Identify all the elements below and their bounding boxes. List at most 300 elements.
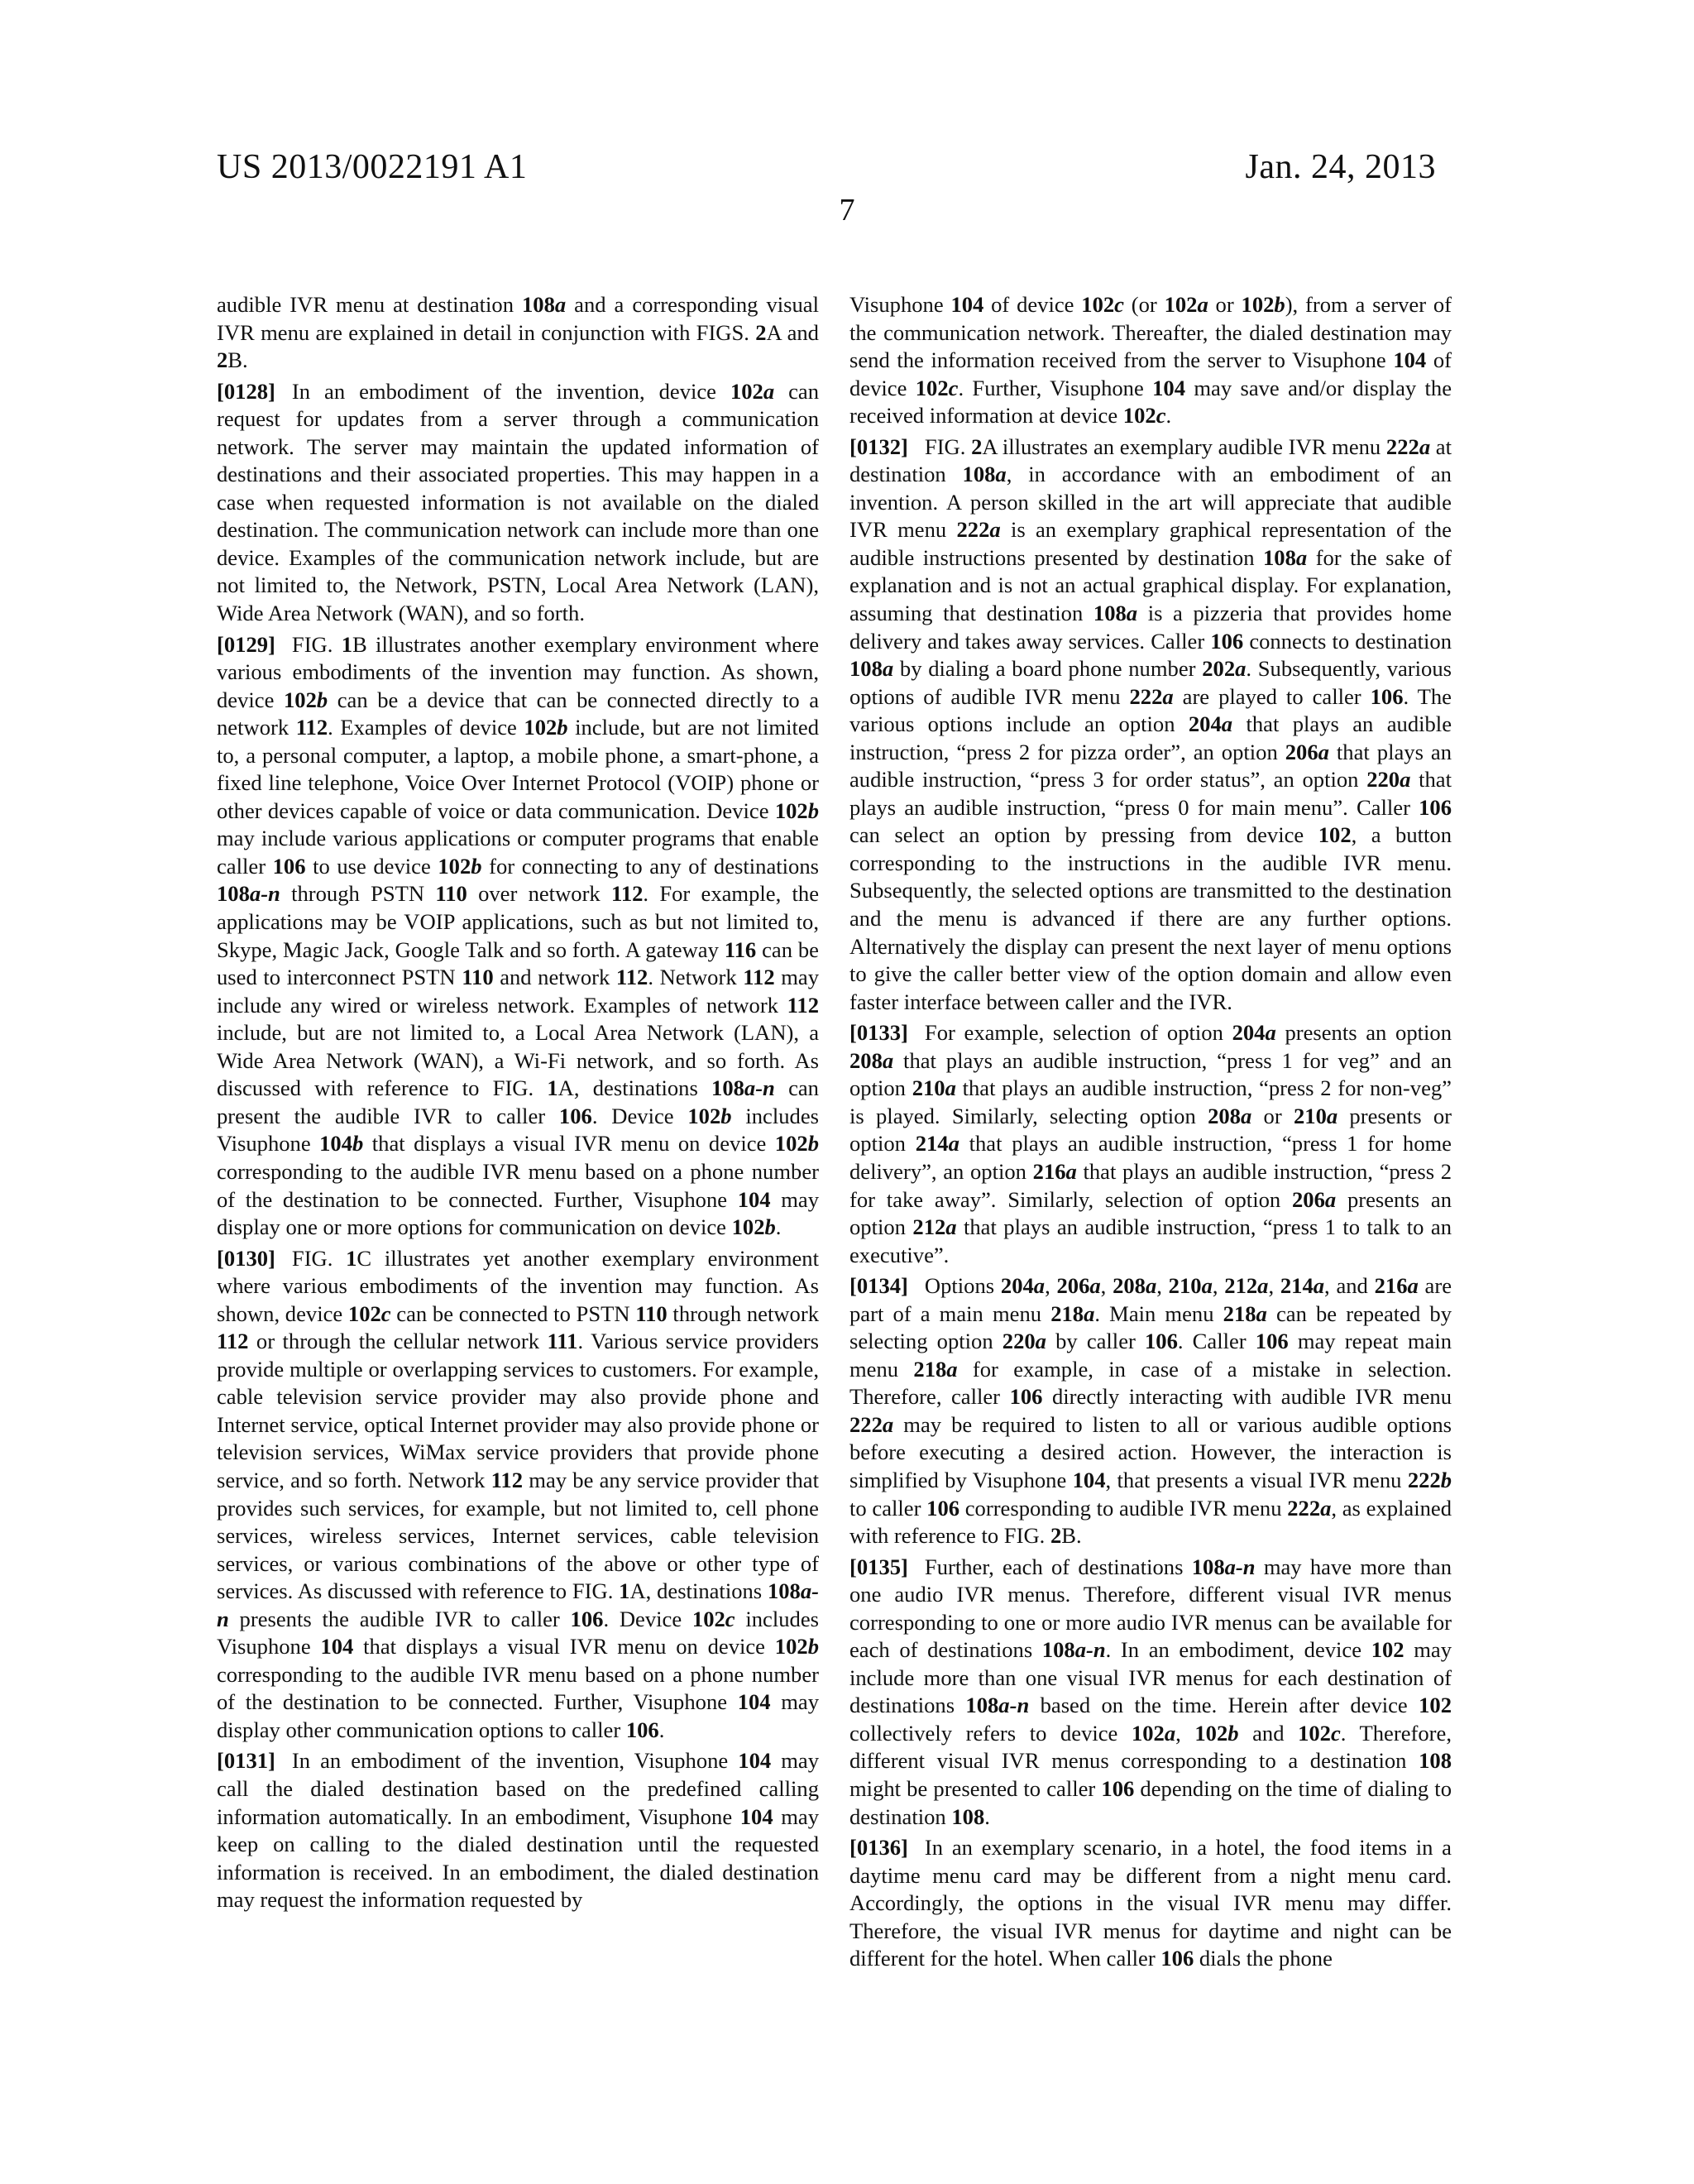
text-run: B.: [227, 347, 248, 373]
reference-numeral: 108: [1191, 1554, 1225, 1579]
reference-numeral: 102: [1131, 1720, 1165, 1746]
text-run: Visuphone: [849, 292, 951, 317]
text-run: , a button corresponding to the instructions in the audible IVR menu. Subsequently, the selected options are transmitted to the destination and the menu is advanced if there are any further options. Alternatively the display can present the next layer of menu options to give the caller better view of the option domain and allow even faster interface between caller and the IVR.: [849, 822, 1452, 1014]
paragraph: [849, 291, 1452, 430]
text-run: that displays a visual IVR menu on device: [353, 1634, 775, 1660]
text-run: , that presents a visual IVR menu: [1105, 1467, 1408, 1492]
reference-numeral: a: [1419, 433, 1431, 459]
reference-numeral: 102: [1419, 1693, 1452, 1718]
text-run: are played to caller: [1173, 683, 1371, 709]
text-run: include, but are not limited to, a Local Area Network (LAN), a Wide Area Network (WAN), a Wi-Fi network, and so forth. As discussed with reference to FIG.: [217, 1020, 819, 1101]
reference-numeral: 102: [774, 1131, 808, 1157]
text-run: and: [1238, 1720, 1299, 1746]
text-run: at destination: [849, 433, 1452, 487]
paragraph-number: [0131]: [217, 1748, 275, 1774]
text-run: that plays an audible instruction, “press 2 for pizza order”, an option: [849, 711, 1452, 764]
reference-numeral: a: [1313, 1273, 1325, 1299]
reference-numeral: 108: [1419, 1748, 1452, 1774]
patent-number: US 2013/0022191 A1: [217, 148, 528, 186]
text-run: . Various service providers provide multiple or overlapping services to customers. For example, cable television service provider may also provide phone and Internet service, optical Internet provider may also provide phone or television services, WiMax service providers that provide phone service, and so forth. Network: [217, 1329, 819, 1492]
reference-numeral: a: [554, 292, 567, 317]
text-run: . Further, Visuphone: [958, 375, 1153, 400]
reference-numeral: 108: [965, 1693, 999, 1718]
reference-numeral: 210: [1168, 1273, 1202, 1299]
reference-numeral: 208: [849, 1047, 883, 1073]
reference-numeral: 222: [1287, 1495, 1321, 1521]
text-run: or: [1251, 1103, 1294, 1128]
reference-numeral: b: [1274, 292, 1285, 317]
reference-numeral: 222: [849, 1411, 883, 1437]
paragraph-number: [0135]: [849, 1554, 908, 1579]
text-run: to use device: [305, 853, 438, 879]
paragraph: [849, 1272, 1452, 1549]
reference-numeral: a: [945, 1075, 956, 1101]
reference-numeral: 2: [1050, 1523, 1062, 1549]
text-run: and network: [493, 965, 616, 990]
reference-numeral: a: [1257, 1273, 1269, 1299]
reference-numeral: 102: [774, 1634, 808, 1660]
reference-numeral: 108: [711, 1075, 744, 1101]
paragraph: [849, 1834, 1452, 1973]
text-run: . In an embodiment, device: [1105, 1637, 1371, 1663]
reference-numeral: a-n: [744, 1075, 775, 1101]
reference-numeral: 102: [687, 1103, 721, 1128]
reference-numeral: 106: [1370, 683, 1404, 709]
reference-numeral: 112: [217, 1329, 249, 1354]
reference-numeral: 212: [912, 1214, 946, 1240]
reference-numeral: a: [989, 517, 1001, 543]
reference-numeral: 104: [1072, 1467, 1106, 1492]
text-run: corresponding to the audible IVR menu based on a phone number of the destination to be connected. Further, Visuphone: [217, 1661, 819, 1715]
reference-numeral: 218: [913, 1356, 947, 1382]
reference-numeral: 102: [1371, 1637, 1404, 1663]
reference-numeral: c: [725, 1606, 735, 1631]
text-run: .: [984, 1803, 990, 1829]
text-run: In an embodiment of the invention, device: [291, 378, 730, 404]
reference-numeral: 102: [731, 1214, 765, 1240]
text-run: that plays an audible instruction, “press 1 for home delivery”, an option: [849, 1131, 1452, 1184]
reference-numeral: 214: [1280, 1273, 1314, 1299]
reference-numeral: 208: [1113, 1273, 1146, 1299]
reference-numeral: 102: [1194, 1720, 1228, 1746]
reference-numeral: a-n: [217, 1578, 819, 1631]
text-run: In an exemplary scenario, in a hotel, the food items in a daytime menu card may be different from a night menu card. Accordingly, the options in the visual IVR menu may differ. Therefore, the visual IVR menus for daytime and night can be different for the hotel. When caller: [849, 1835, 1452, 1971]
reference-numeral: 110: [462, 965, 494, 990]
reference-numeral: 104: [950, 292, 984, 317]
text-run: (or: [1123, 292, 1165, 317]
text-run: includes Visuphone: [217, 1103, 819, 1157]
text-run: A and: [766, 319, 819, 345]
reference-numeral: 112: [610, 881, 644, 907]
reference-numeral: 104: [739, 1803, 773, 1829]
reference-numeral: a: [1084, 1300, 1095, 1326]
text-run: FIG.: [924, 433, 972, 459]
text-run: presents an option: [1275, 1020, 1452, 1046]
reference-numeral: a: [1407, 1273, 1419, 1299]
text-run: Further, each of destinations: [924, 1554, 1192, 1579]
reference-numeral: 102: [524, 715, 557, 740]
reference-numeral: 106: [1101, 1775, 1135, 1801]
text-run: ,: [1268, 1273, 1280, 1299]
reference-numeral: 216: [1374, 1273, 1408, 1299]
text-run: may repeat main menu: [849, 1329, 1452, 1382]
text-run: audible IVR menu at destination: [217, 292, 522, 317]
paragraph: [217, 1245, 819, 1745]
reference-numeral: a: [1240, 1103, 1252, 1128]
reference-numeral: b: [807, 1634, 819, 1660]
reference-numeral: b: [557, 715, 568, 740]
text-run: presents the audible IVR to caller: [228, 1606, 571, 1631]
reference-numeral: 220: [1002, 1329, 1036, 1354]
paragraph: [217, 1747, 819, 1913]
text-run: .: [658, 1717, 665, 1742]
reference-numeral: 110: [635, 1300, 668, 1326]
reference-numeral: 106: [1210, 628, 1244, 654]
reference-numeral: a: [1265, 1020, 1276, 1046]
paragraph: [849, 1019, 1452, 1269]
text-run: or through the cellular network: [248, 1329, 548, 1354]
reference-numeral: 112: [490, 1467, 524, 1492]
text-run: A, destinations: [557, 1075, 712, 1101]
reference-numeral: 108: [217, 881, 250, 907]
text-run: presents or option: [849, 1103, 1452, 1157]
reference-numeral: b: [807, 1131, 819, 1157]
reference-numeral: a: [1221, 711, 1233, 737]
paragraph-number: [0132]: [849, 433, 908, 459]
text-run: . Device: [591, 1103, 688, 1128]
reference-numeral: 104: [1393, 347, 1427, 373]
paragraph-number: [0134]: [849, 1273, 908, 1299]
paragraph-number: [0133]: [849, 1020, 908, 1046]
reference-numeral: a: [1256, 1300, 1267, 1326]
reference-numeral: a-n: [1224, 1554, 1256, 1579]
reference-numeral: 106: [558, 1103, 592, 1128]
reference-numeral: a: [1324, 1186, 1337, 1212]
text-run: by dialing a board phone number: [893, 656, 1203, 682]
text-run: ,: [1100, 1273, 1113, 1299]
text-run: by caller: [1046, 1329, 1145, 1354]
reference-numeral: 104: [320, 1634, 354, 1660]
text-run: , as explained with reference to FIG.: [849, 1495, 1452, 1549]
reference-numeral: 220: [1366, 767, 1400, 793]
text-run: . Network: [648, 965, 744, 990]
reference-numeral: a: [1145, 1273, 1157, 1299]
text-run: . For example, the applications may be VOIP applications, such as but not limited to, Skype, Magic Jack, Google Talk and so forth. A gateway: [217, 881, 819, 962]
text-run: presents an option: [849, 1186, 1452, 1240]
reference-numeral: a: [1126, 601, 1138, 626]
reference-numeral: c: [948, 375, 959, 400]
text-run: of device: [983, 292, 1082, 317]
reference-numeral: 108: [951, 1803, 985, 1829]
text-run: collectively refers to device: [849, 1720, 1132, 1746]
text-run: may keep on calling to the dialed destination until the requested information is received. In an embodiment, the dialed destination may request the information requested by: [217, 1803, 819, 1913]
reference-numeral: 2: [217, 347, 228, 373]
text-run: may have more than one audio IVR menus. Therefore, different visual IVR menus corresponding to one or more audio IVR menus can be available for each of destinations: [849, 1554, 1452, 1663]
text-run: B illustrates another exemplary environment where various embodiments of the invention may function. As shown, device: [217, 631, 820, 712]
reference-numeral: 108: [1262, 544, 1296, 570]
text-run: Options: [924, 1273, 1001, 1299]
reference-numeral: a: [1197, 292, 1208, 317]
reference-numeral: 222: [1385, 433, 1419, 459]
reference-numeral: a: [948, 1131, 959, 1157]
reference-numeral: 208: [1208, 1103, 1241, 1128]
text-run: that plays an audible instruction, “press 2 for non-veg” is played. Similarly, selecting option: [849, 1075, 1452, 1128]
paragraph: [849, 433, 1452, 1016]
reference-numeral: b: [471, 853, 482, 879]
text-run: may call the dialed destination based on the predefined calling information automatically. In an embodiment, Visuphone: [217, 1748, 819, 1829]
reference-numeral: 102: [1318, 822, 1352, 848]
reference-numeral: a: [1065, 1158, 1077, 1184]
reference-numeral: 222: [956, 517, 990, 543]
reference-numeral: a: [1235, 656, 1247, 682]
text-run: or: [1208, 292, 1242, 317]
text-run: ,: [1045, 1273, 1057, 1299]
reference-numeral: a: [882, 1047, 894, 1073]
text-run: that plays an audible instruction, “press 0 for main menu”. Caller: [849, 767, 1452, 820]
reference-numeral: 112: [615, 965, 648, 990]
text-run: based on the time. Herein after device: [1029, 1693, 1419, 1718]
reference-numeral: a: [1400, 767, 1411, 793]
reference-numeral: 108: [1041, 1637, 1075, 1663]
text-run: directly interacting with audible IVR menu: [1042, 1384, 1452, 1410]
reference-numeral: 102: [1298, 1720, 1331, 1746]
reference-numeral: a-n: [249, 881, 280, 907]
reference-numeral: b: [316, 687, 328, 712]
paragraph: [217, 291, 819, 375]
reference-numeral: 106: [570, 1606, 604, 1631]
reference-numeral: a: [1201, 1273, 1213, 1299]
reference-numeral: c: [1330, 1720, 1341, 1746]
reference-numeral: 204: [1000, 1273, 1034, 1299]
reference-numeral: 1: [346, 1245, 357, 1271]
reference-numeral: 102: [1081, 292, 1115, 317]
left-column: [217, 291, 819, 1918]
reference-numeral: a: [1089, 1273, 1101, 1299]
text-run: A, destinations: [629, 1578, 768, 1604]
reference-numeral: 108: [962, 462, 996, 487]
reference-numeral: 218: [1223, 1300, 1256, 1326]
text-run: through PSTN: [280, 881, 436, 907]
text-run: may display one or more options for communication on device: [217, 1186, 820, 1240]
paragraph-number: [0128]: [217, 378, 275, 404]
reference-numeral: a: [882, 1411, 894, 1437]
text-run: can select an option by pressing from device: [849, 822, 1318, 848]
reference-numeral: 206: [1056, 1273, 1090, 1299]
text-run: may include various applications or computer programs that enable caller: [217, 826, 819, 879]
text-run: C illustrates yet another exemplary environment where various embodiments of the invention may function. As shown, device: [217, 1245, 819, 1326]
text-run: might be presented to caller: [849, 1775, 1102, 1801]
reference-numeral: 202: [1202, 656, 1236, 682]
reference-numeral: 222: [1407, 1467, 1441, 1492]
reference-numeral: a: [1033, 1273, 1046, 1299]
text-run: .: [1165, 403, 1172, 429]
text-run: FIG.: [291, 631, 342, 657]
reference-numeral: 104: [319, 1131, 352, 1157]
text-run: . The various options include an option: [849, 683, 1452, 737]
text-run: For example, selection of option: [924, 1020, 1232, 1046]
reference-numeral: b: [764, 1214, 776, 1240]
text-run: include, but are not limited to, a personal computer, a laptop, a mobile phone, a smart-phone, a fixed line telephone, Voice Over Internet Protocol (VOIP) phone or other devices capable of voice or data communication. Device: [217, 715, 819, 823]
text-run: may include any wired or wireless network. Examples of network: [217, 965, 820, 1018]
reference-numeral: 104: [1152, 375, 1186, 400]
paragraph-number: [0136]: [849, 1835, 908, 1861]
reference-numeral: 108: [521, 292, 555, 317]
reference-numeral: a: [1035, 1329, 1046, 1354]
text-run: of device: [849, 347, 1452, 400]
text-run: FIG.: [291, 1245, 347, 1271]
reference-numeral: 110: [435, 881, 467, 907]
reference-numeral: 108: [849, 656, 883, 682]
reference-numeral: 102: [691, 1606, 725, 1631]
reference-numeral: 104: [738, 1748, 772, 1774]
reference-numeral: 102: [774, 797, 808, 823]
text-run: may be any service provider that provides such services, for example, but not limited to, cell phone services, wireless services, Internet services, cable television services, or various combinations of the above or other type of services. As discussed with reference to FIG.: [217, 1467, 819, 1604]
reference-numeral: 104: [737, 1689, 771, 1715]
text-run: , in accordance with an embodiment of an invention. A person skilled in the art will appreciate that audible IVR menu: [849, 462, 1452, 543]
reference-numeral: 212: [1224, 1273, 1258, 1299]
text-run: may display other communication options to caller: [217, 1689, 820, 1742]
reference-numeral: 106: [272, 853, 306, 879]
reference-numeral: a: [1295, 544, 1308, 570]
text-run: that plays an audible instruction, “press 3 for order status”, an option: [849, 739, 1452, 793]
reference-numeral: c: [380, 1300, 391, 1326]
reference-numeral: 102: [347, 1300, 381, 1326]
reference-numeral: b: [352, 1131, 364, 1157]
reference-numeral: 218: [1050, 1300, 1084, 1326]
reference-numeral: 106: [1419, 794, 1452, 820]
text-run: can be a device that can be connected directly to a network: [217, 687, 820, 740]
reference-numeral: a: [946, 1356, 958, 1382]
reference-numeral: a-n: [1074, 1637, 1106, 1663]
reference-numeral: 104: [737, 1186, 771, 1212]
text-run: may be required to listen to all or various audible options before executing a desired action. However, the interaction is simplified by Visuphone: [849, 1411, 1452, 1492]
page-number: 7: [839, 193, 855, 228]
reference-numeral: 102: [1241, 292, 1275, 317]
reference-numeral: 1: [341, 631, 353, 657]
reference-numeral: 206: [1285, 739, 1318, 764]
text-run: for connecting to any of destinations: [481, 853, 819, 879]
publication-date: Jan. 24, 2013: [1245, 148, 1436, 186]
reference-numeral: 204: [1232, 1020, 1266, 1046]
reference-numeral: a: [1318, 739, 1329, 764]
text-run: for the sake of explanation and is not an actual graphical display. For explanation, assuming that destination: [849, 544, 1452, 626]
reference-numeral: 106: [1255, 1329, 1289, 1354]
text-run: dials the phone: [1194, 1946, 1333, 1971]
reference-numeral: 112: [295, 715, 328, 740]
text-run: is a pizzeria that provides home delivery and takes away services. Caller: [849, 601, 1452, 654]
reference-numeral: 102: [1122, 403, 1156, 429]
reference-numeral: a: [1164, 1720, 1176, 1746]
reference-numeral: 106: [1145, 1329, 1178, 1354]
reference-numeral: 206: [1291, 1186, 1325, 1212]
text-run: can be repeated by selecting option: [849, 1300, 1452, 1354]
right-column: [849, 291, 1452, 1976]
reference-numeral: a: [1320, 1495, 1332, 1521]
reference-numeral: a: [1162, 683, 1174, 709]
text-run: ,: [1156, 1273, 1169, 1299]
reference-numeral: 108: [1093, 601, 1127, 626]
reference-numeral: 102: [283, 687, 317, 712]
reference-numeral: 2: [755, 319, 767, 345]
reference-numeral: 106: [1009, 1384, 1043, 1410]
reference-numeral: 210: [1293, 1103, 1327, 1128]
reference-numeral: 204: [1188, 711, 1222, 737]
reference-numeral: 210: [912, 1075, 945, 1101]
reference-numeral: 102: [730, 378, 763, 404]
text-run: can present the audible IVR to caller: [217, 1075, 819, 1128]
paragraph: [217, 631, 819, 1242]
reference-numeral: a: [763, 378, 775, 404]
text-run: , and: [1324, 1273, 1375, 1299]
paragraph-number: [0129]: [217, 631, 275, 657]
text-run: can be used to interconnect PSTN: [217, 936, 819, 990]
reference-numeral: a-n: [998, 1693, 1030, 1718]
text-run: ,: [1212, 1273, 1225, 1299]
text-run: . Caller: [1177, 1329, 1256, 1354]
text-run: to caller: [849, 1495, 927, 1521]
reference-numeral: c: [1156, 403, 1166, 429]
text-run: may save and/or display the received information at device: [849, 375, 1452, 429]
paragraph: [217, 378, 819, 628]
text-run: that displays a visual IVR menu on device: [363, 1131, 775, 1157]
text-run: In an embodiment of the invention, Visuphone: [291, 1748, 739, 1774]
text-run: includes Visuphone: [217, 1606, 819, 1660]
text-run: . Therefore, different visual IVR menus corresponding to a destination: [849, 1720, 1452, 1774]
reference-numeral: b: [1227, 1720, 1239, 1746]
text-run: through network: [667, 1300, 820, 1326]
reference-numeral: 116: [724, 936, 757, 962]
text-run: connects to destination: [1243, 628, 1452, 654]
text-run: corresponding to audible IVR menu: [959, 1495, 1288, 1521]
text-run: and a corresponding visual IVR menu are explained in detail in conjunction with FIGS.: [217, 292, 819, 345]
reference-numeral: a: [945, 1214, 957, 1240]
text-run: over network: [467, 881, 611, 907]
reference-numeral: 111: [547, 1329, 578, 1354]
reference-numeral: 214: [915, 1131, 949, 1157]
text-run: can be connected to PSTN: [390, 1300, 636, 1326]
reference-numeral: 112: [743, 965, 775, 990]
reference-numeral: a: [995, 462, 1007, 487]
reference-numeral: 112: [787, 992, 819, 1018]
text-run: for example, in case of a mistake in selection. Therefore, caller: [849, 1356, 1452, 1410]
reference-numeral: 1: [547, 1075, 558, 1101]
reference-numeral: b: [720, 1103, 732, 1128]
reference-numeral: b: [1440, 1467, 1452, 1492]
reference-numeral: 102: [915, 375, 949, 400]
reference-numeral: 108: [767, 1578, 801, 1604]
text-run: that plays an audible instruction, “press 1 for veg” and an option: [849, 1047, 1452, 1101]
reference-numeral: 106: [1160, 1946, 1194, 1971]
reference-numeral: 106: [926, 1495, 960, 1521]
text-run: B.: [1061, 1523, 1082, 1549]
text-run: depending on the time of dialing to destination: [849, 1775, 1452, 1829]
reference-numeral: 102: [1164, 292, 1198, 317]
reference-numeral: 216: [1032, 1158, 1066, 1184]
reference-numeral: 2: [971, 433, 983, 459]
reference-numeral: 102: [438, 853, 471, 879]
text-run: that plays an audible instruction, “press 2 for take away”. Similarly, selection of option: [849, 1158, 1452, 1212]
reference-numeral: a: [882, 656, 894, 682]
text-run: . Subsequently, various options of audible IVR menu: [849, 656, 1452, 709]
text-run: corresponding to the audible IVR menu based on a phone number of the destination to be connected. Further, Visuphone: [217, 1158, 819, 1212]
reference-numeral: 106: [625, 1717, 659, 1742]
text-run: may include more than one visual IVR menus for each destination of destinations: [849, 1637, 1452, 1718]
text-run: . Examples of device: [328, 715, 524, 740]
text-run: that plays an audible instruction, “press 1 to talk to an executive”.: [849, 1214, 1452, 1267]
reference-numeral: b: [807, 797, 819, 823]
text-run: A illustrates an exemplary audible IVR menu: [982, 433, 1386, 459]
text-run: .: [775, 1214, 782, 1240]
